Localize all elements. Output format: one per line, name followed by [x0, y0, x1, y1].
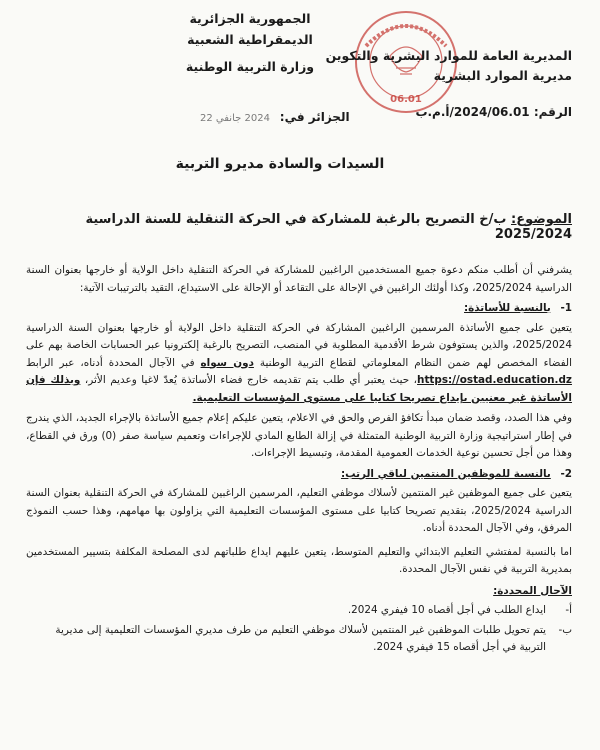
section-2-number: 2-: [560, 467, 572, 480]
teachers-text-c: في الآجال المحددة أدناه، عبر الرابط: [26, 356, 195, 369]
teachers-emphasis-exclusive: دون سواه: [200, 356, 254, 369]
reference-line: [415, 105, 572, 119]
city-date-line: [200, 110, 350, 124]
letterhead-right: [325, 46, 572, 86]
republic-name: الجمهورية الجزائرية الديمقراطية الشعبية: [187, 11, 313, 47]
teachers-text-a: يتعين على جميع الأساتذة المرسمين الراغبين المشاركة في الحركة التنقلية داخل الولاية أو خارجها بعنوان السنة الدراسية 2025/2024، والذين يستوفون شرط الأقدمية المطلوبة في المنصب، التصريح بالرغبة إلكترونيا عبر الحسابات الخاصة بهم على الفضاء المخصص لهم ضمن النظام المعلوماتي لقطاع التربية الوطنية: [26, 321, 572, 369]
intro-paragraph: يشرفني أن أطلب منكم دعوة جميع المستخدمين الراغبين للمشاركة في الحركة التنقلية داخل الولاية أو خارجها بعنوان السنة الدراسية 2025/2024، وكذا أولئك الراغبين في الإحالة على التقاعد أو الإحالة على الاستيداع، التقيد بالترتيبات الآتية:: [26, 264, 572, 294]
date-stamp: 2024 جانفي 22: [200, 113, 270, 124]
deadline-text: يتم تحويل طلبات الموظفين غير المنتمين لأسلاك موظفي التعليم من طرف مديري المؤسسات التعليمية إلى مديرية التربية في أجل أقصاه 15 فيفري 2024.: [55, 623, 546, 653]
teachers-emphasis-no-paper: وبذلك فإن الأساتذة غير معنيين بإيداع تصريحا كتابيا على مستوى المؤسسات التعليمية.: [26, 374, 572, 404]
deadline-item: [26, 622, 572, 657]
city-label: الجزائر في:: [279, 110, 350, 124]
stamp-code: 06.01: [390, 94, 422, 105]
ostad-link[interactable]: https://ostad.education.dz: [417, 374, 572, 386]
section-1-number: 1-: [560, 302, 572, 314]
inspectors-paragraph: اما بالنسبة لمفتشي التعليم الابتدائي والتعليم المتوسط، يتعين عليهم ايداع طلباتهم لدى المصلحة المكلفة بتسيير المستخدمين بمديرية التربية في نفس الآجال المحددة.: [26, 545, 572, 575]
reference-value: 2024/06.01/أ.م.ب: [415, 105, 530, 119]
subject-line: [32, 212, 572, 242]
info-paragraph: وفي هذا الصدد، وقصد ضمان مبدأ تكافؤ الفرص والحق في الاعلام، يتعين عليكم إعلام جميع الأساتذة بالإجراء الجديد، الذي يندرج في إطار استراتيجية وزارة التربية الوطنية المتمثلة في إزالة الطابع المادي للإجراءات وتعميم سياسة صفر (0) ورق في القطاع، وهذا من أجل تحسين نوعية الخدمات العمومية المقدمة، وتبسيط الإجراءات.: [26, 412, 572, 459]
reference-label: الرقم:: [533, 105, 572, 119]
deadline-marker: ب-: [558, 623, 572, 636]
ministry-name: وزارة التربية الوطنية: [185, 59, 315, 74]
section-2-title: بالنسبة للموظفين المنتمين لباقي الرتب:: [340, 467, 551, 480]
recipients: السيدات والسادة مديرو التربية: [175, 156, 385, 172]
other-staff-paragraph: يتعين على جميع الموظفين غير المنتمين لأسلاك موظفي التعليم، المرسمين الراغبين للمشاركة في الحركة التنقلية بعنوان السنة الدراسية 2025/2024، بتقديم تصريحا كتابيا على مستوى المؤسسات التعليمية التي يزاولون بها مهامهم، وهذا حسب النموذج المرفق، وفي الآجال المحددة أدناه.: [26, 487, 572, 534]
deadline-marker: أ-: [565, 604, 572, 616]
deadline-text: ايداع الطلب في أجل أقصاه 10 فيفري 2024.: [347, 604, 546, 616]
teachers-text-d: ، حيث يعتبر أي طلب يتم تقديمه خارج فضاء الأساتذة يُعدّ لاغيا وعديم الأثر،: [84, 374, 418, 386]
teachers-paragraph: [26, 320, 572, 408]
deadlines-block: [26, 583, 572, 657]
directorate-general: المديرية العامة للموارد البشرية والتكوين: [325, 48, 572, 63]
subject-text: ب/خ التصريح بالرغبة للمشاركة في الحركة التنقلية للسنة الدراسية 2025/2024: [85, 212, 572, 242]
directorate: مديرية الموارد البشرية: [433, 68, 572, 83]
letterhead-center: [150, 8, 350, 77]
subject-label: الموضوع:: [511, 212, 572, 227]
section-1-title: بالنسبة للأساتذة:: [464, 302, 551, 314]
letter-body: [26, 262, 572, 659]
deadline-item: [26, 602, 572, 620]
section-1-heading: [26, 300, 572, 318]
section-2-heading: [26, 466, 572, 484]
deadlines-title: الآجال المحددة:: [493, 584, 572, 597]
